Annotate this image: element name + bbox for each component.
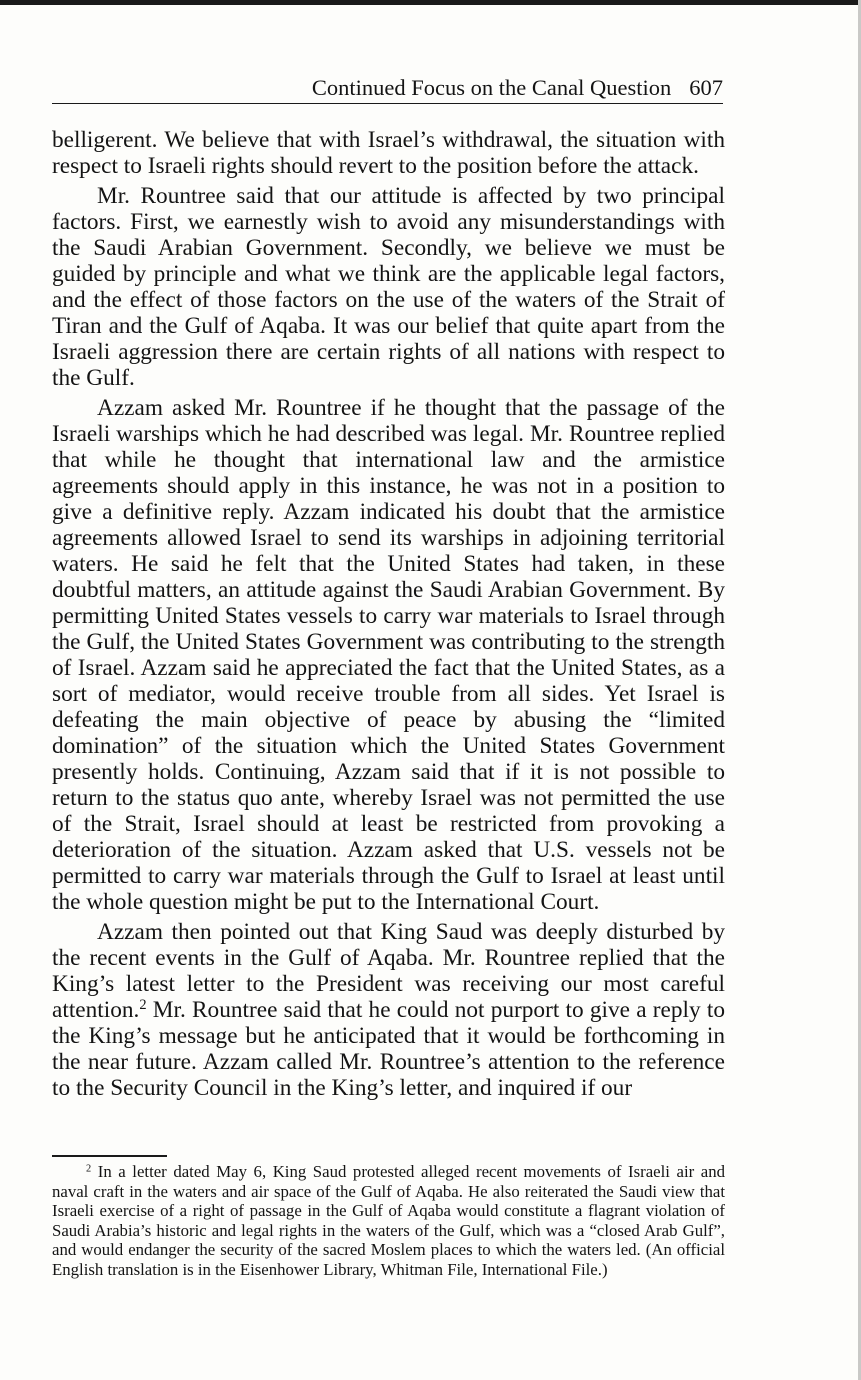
page-top-edge [0,0,861,5]
paragraph-4-part-1: Azzam then pointed out that King Saud was deeply disturbed by the recent events in the Gulf of Aqaba. Mr. Rountree replied that the King’s latest letter to the President was receiving our most careful attention. [52,919,725,1023]
paragraph-2: Mr. Rountree said that our attitude is affected by two principal factors. First, we earnestly wish to avoid any misunderstandings with the Saudi Arabian Government. Secondly, we believe we must be guided by principle and what we think are the applicable legal factors, and the effect of those factors on the use of the waters of the Strait of Tiran and the Gulf of Aqaba. It was our belief that quite apart from the Israeli aggression there are certain rights of all nations with respect to the Gulf. [52,183,725,391]
footnote-marker: 2 [86,1163,92,1175]
main-text [52,127,725,1101]
footnote-divider [52,1155,167,1157]
paragraph-1: belligerent. We believe that with Israel’s withdrawal, the situation with respect to Israeli rights should revert to the position before the attack. [52,127,725,179]
footnote-text: In a letter dated May 6, King Saud protested alleged recent movements of Israeli air and naval craft in the waters and air space of the Gulf of Aqaba. He also reiterated the Saudi view that Israeli exercise of a right of passage in the Gulf of Aqaba would constitute a flagrant violation of Saudi Arabia’s historic and legal rights in the waters of the Gulf, which was a “closed Arab Gulf”, and would endanger the security of the sacred Moslem places to which the waters led. (An official English translation is in the Eisenhower Library, Whitman File, International File.) [52,1162,725,1279]
footnote-reference[interactable]: 2 [139,997,147,1014]
running-header [52,74,723,104]
footnote [52,1162,725,1279]
page-number: 607 [689,75,723,100]
paragraph-4-part-2: Mr. Rountree said that he could not purport to give a reply to the King’s message but he anticipated that it would be forthcoming in the near future. Azzam called Mr. Rountree’s attention to the reference to the Security Council in the King’s letter, and inquired if our [52,997,725,1101]
paragraph-4 [52,919,725,1101]
running-title: Continued Focus on the Canal Question [311,75,672,100]
paragraph-3: Azzam asked Mr. Rountree if he thought that the passage of the Israeli warships which he had described was legal. Mr. Rountree replied that while he thought that international law and the armistice agreements should apply in this instance, he was not in a position to give a definitive reply. Azzam indicated his doubt that the armistice agreements allowed Israel to send its warships in adjoining territorial waters. He said he felt that the United States had taken, in these doubtful matters, an attitude against the Saudi Arabian Government. By permitting United States vessels to carry war materials to Israel through the Gulf, the United States Government was contributing to the strength of Israel. Azzam said he appreciated the fact that the United States, as a sort of mediator, would receive trouble from all sides. Yet Israel is defeating the main objective of peace by abusing the “limited domination” of the situation which the United States Government presently holds. Continuing, Azzam said that if it is not possible to return to the status quo ante, whereby Israel was not permitted the use of the Strait, Israel should at least be restricted from provoking a deterioration of the situation. Azzam asked that U.S. vessels not be permitted to carry war materials through the Gulf to Israel at least until the whole question might be put to the International Court. [52,395,725,915]
